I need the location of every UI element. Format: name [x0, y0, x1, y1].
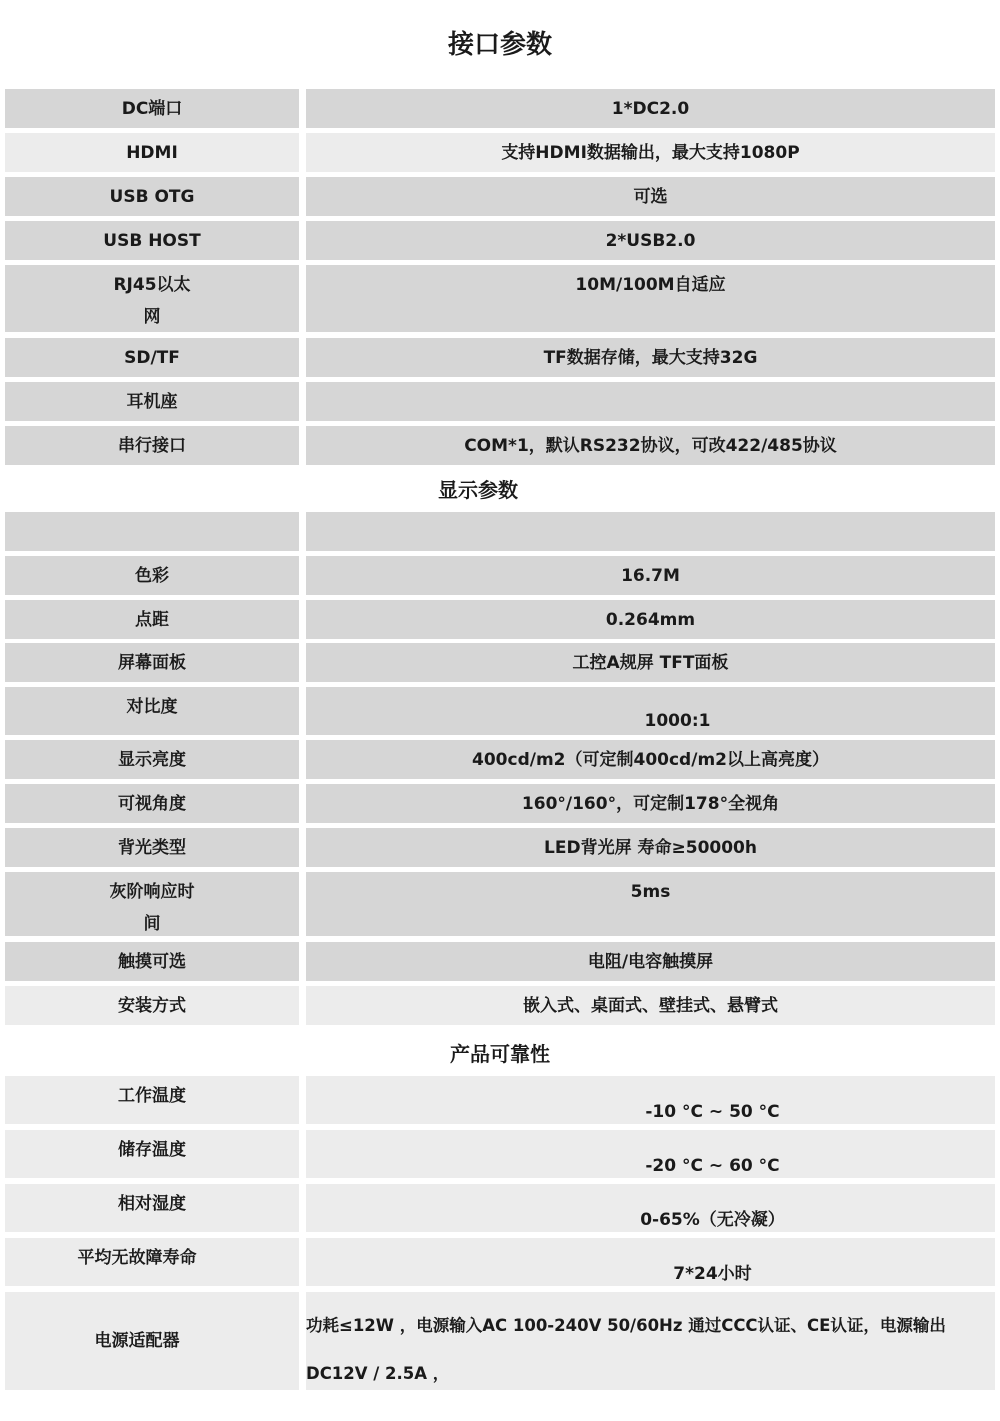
row-label: 安装方式 — [5, 986, 299, 1025]
table-row — [0, 986, 1000, 1025]
table-row — [0, 872, 1000, 936]
section-title: 显示参数 — [438, 478, 518, 502]
table-row — [0, 382, 1000, 421]
row-value: 0.264mm — [306, 600, 995, 639]
row-value: 0-65%（无冷凝） — [306, 1184, 995, 1232]
row-value: 嵌入式、桌面式、壁挂式、悬臂式 — [306, 986, 995, 1025]
row-value — [306, 382, 995, 421]
table-row — [0, 338, 1000, 377]
row-label: 对比度 — [5, 687, 299, 735]
row-value: 可选 — [306, 177, 995, 216]
row-value: -10 °C ~ 50 °C — [306, 1076, 995, 1124]
row-label: 储存温度 — [5, 1130, 299, 1178]
table-row — [0, 1238, 1000, 1286]
row-value: 160°/160°，可定制178°全视角 — [306, 784, 995, 823]
row-value: 电阻/电容触摸屏 — [306, 942, 995, 981]
row-value — [306, 512, 995, 551]
row-value: 1000:1 — [306, 687, 995, 735]
row-label: USB HOST — [5, 221, 299, 260]
table-row — [0, 512, 1000, 551]
row-value: 2*USB2.0 — [306, 221, 995, 260]
row-label: 屏幕面板 — [5, 643, 299, 682]
row-label — [5, 265, 299, 332]
row-label: DC端口 — [5, 89, 299, 128]
row-label: 触摸可选 — [5, 942, 299, 981]
table-row — [0, 556, 1000, 595]
table-row — [0, 687, 1000, 735]
row-label: 电源适配器 — [5, 1292, 299, 1390]
row-label-line: 灰阶响应时 — [109, 882, 195, 902]
row-label: 平均无故障寿命 — [5, 1238, 299, 1286]
table-row — [0, 942, 1000, 981]
row-label-line: 间 — [143, 914, 161, 934]
table-row — [0, 221, 1000, 260]
row-value: 400cd/m2（可定制400cd/m2以上高亮度） — [306, 740, 995, 779]
row-value: LED背光屏 寿命≥50000h — [306, 828, 995, 867]
table-row — [0, 89, 1000, 128]
table-row — [0, 265, 1000, 332]
row-label — [5, 872, 299, 936]
page-title: 接口参数 — [447, 30, 552, 60]
row-value: 工控A规屏 TFT面板 — [306, 643, 995, 682]
section-title: 产品可靠性 — [450, 1042, 550, 1066]
row-label: 耳机座 — [5, 382, 299, 421]
row-value: 10M/100M自适应 — [306, 265, 995, 332]
row-value: 支持HDMI数据输出，最大支持1080P — [306, 133, 995, 172]
row-value: 16.7M — [306, 556, 995, 595]
row-label: HDMI — [5, 133, 299, 172]
row-label-line: 网 — [143, 307, 161, 327]
row-label: 显示亮度 — [5, 740, 299, 779]
table-row — [0, 1130, 1000, 1178]
row-value: 5ms — [306, 872, 995, 936]
table-row — [0, 1292, 1000, 1390]
table-row — [0, 740, 1000, 779]
row-value-line: DC12V / 2.5A ， — [306, 1364, 450, 1383]
table-row — [0, 600, 1000, 639]
table-row — [0, 828, 1000, 867]
table-row — [0, 426, 1000, 465]
row-label: 相对湿度 — [5, 1184, 299, 1232]
table-row — [0, 1184, 1000, 1232]
row-label: 串行接口 — [5, 426, 299, 465]
table-row — [0, 133, 1000, 172]
row-value — [306, 1292, 995, 1390]
row-value: COM*1，默认RS232协议，可改422/485协议 — [306, 426, 995, 465]
row-value: TF数据存储，最大支持32G — [306, 338, 995, 377]
row-value-line: 功耗≤12W ，电源输入AC 100-240V 50/60Hz 通过CCC认证、CE认证，电源输出 — [306, 1316, 946, 1335]
row-label: 点距 — [5, 600, 299, 639]
row-label: 工作温度 — [5, 1076, 299, 1124]
row-label: 背光类型 — [5, 828, 299, 867]
row-label-line: RJ45以太 — [113, 275, 191, 295]
table-row — [0, 643, 1000, 682]
row-label — [5, 512, 299, 551]
row-label: USB OTG — [5, 177, 299, 216]
row-value: 7*24小时 — [306, 1238, 995, 1286]
row-value: 1*DC2.0 — [306, 89, 995, 128]
row-value: -20 °C ~ 60 °C — [306, 1130, 995, 1178]
table-row — [0, 1076, 1000, 1124]
row-label: 色彩 — [5, 556, 299, 595]
row-label: SD/TF — [5, 338, 299, 377]
table-row — [0, 177, 1000, 216]
row-label: 可视角度 — [5, 784, 299, 823]
table-row — [0, 784, 1000, 823]
